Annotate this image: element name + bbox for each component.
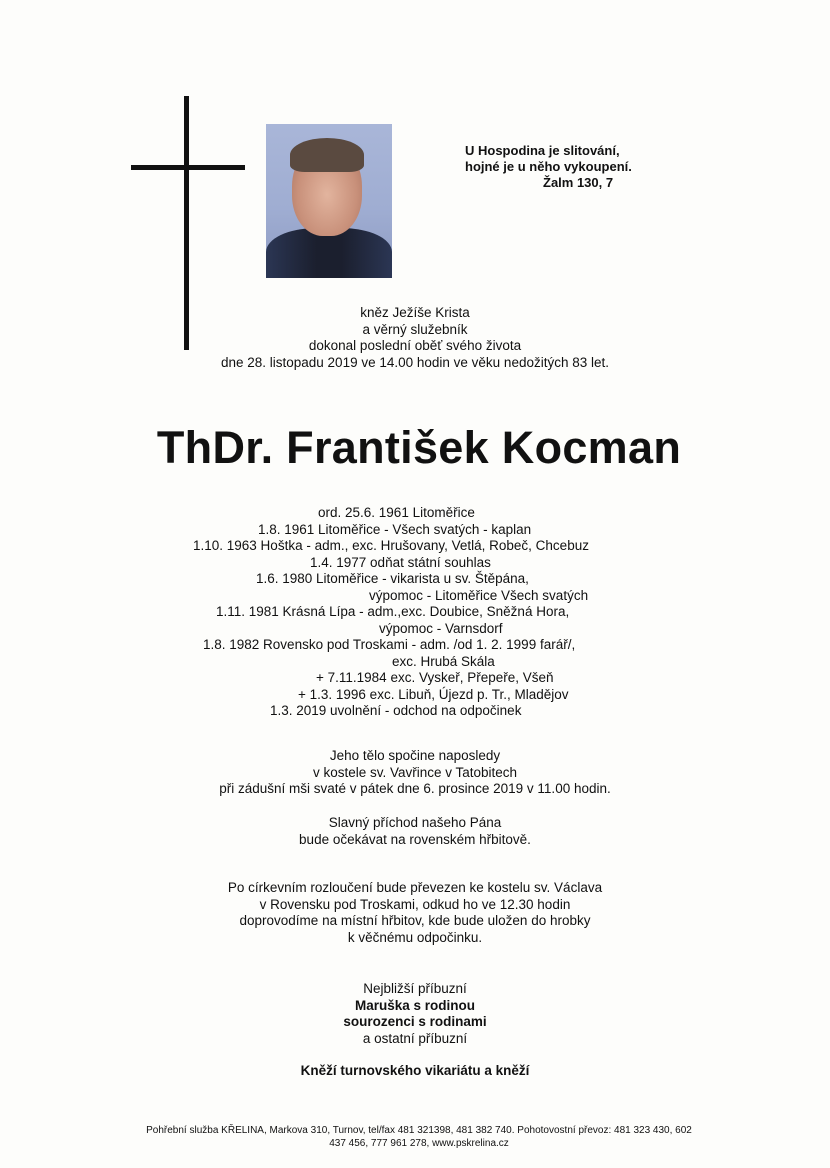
career-line: exc. Hrubá Skála (392, 653, 495, 669)
intro-text (0, 305, 830, 371)
career-line: ord. 25.6. 1961 Litoměřice (318, 505, 475, 520)
photo-hair (290, 138, 364, 172)
farewell-line: k věčnému odpočinku. (347, 929, 483, 945)
farewell-text (0, 880, 830, 946)
farewell-line: v Rovensku pod Troskami, odkud ho ve 12.30 hodin (259, 896, 571, 912)
burial-line: při zádušní mši svaté v pátek dne 6. prosince 2019 v 11.00 hodin. (219, 781, 611, 796)
career-line: 1.4. 1977 odňat státní souhlas (310, 554, 491, 570)
quote-line-1: U Hospodina je slitování, (465, 143, 620, 158)
intro-line: kněz Ježíše Krista (360, 305, 470, 320)
career-line: 1.8. 1961 Litoměřice - Všech svatých - kaplan (258, 521, 532, 537)
footer-line: Pohřební služba KŘELINA, Markova 310, Turnov, tel/fax 481 321398, 481 382 740. Pohotovostní převoz: 481 323 430, 602 (146, 1125, 692, 1136)
career-line: 1.8. 1982 Rovensko pod Troskami - adm. /od 1. 2. 1999 farář/, (203, 637, 576, 652)
career-line: + 7.11.1984 exc. Vyskeř, Přepeře, Všeň (316, 670, 554, 685)
career-line: + 1.3. 1996 exc. Libuň, Újezd p. Tr., Mladějov (298, 686, 569, 702)
coming-line: Slavný příchod našeho Pána (328, 815, 502, 830)
burial-line: Jeho tělo spočine naposledy (329, 748, 501, 763)
farewell-line: Po církevním rozloučení bude převezen ke kostelu sv. Václava (227, 880, 603, 895)
intro-line: dne 28. listopadu 2019 ve 14.00 hodin ve věku nedožitých 83 let. (220, 354, 610, 370)
family-line: a ostatní příbuzní (362, 1030, 468, 1046)
intro-line: a věrný služebník (362, 321, 468, 337)
quote-line-2: hojné je u něho vykoupení. (465, 159, 632, 174)
coming-text (0, 815, 830, 848)
career-line: 1.6. 1980 Litoměřice - vikarista u sv. Štěpána, (256, 571, 529, 586)
burial-text (0, 748, 830, 798)
career-line: výpomoc - Litoměřice Všech svatých (369, 587, 589, 603)
portrait-photo (266, 124, 392, 278)
deceased-name: ThDr. František Kocman (156, 422, 682, 473)
career-line: 1.11. 1981 Krásná Lípa - adm.,exc. Doubice, Sněžná Hora, (216, 604, 570, 619)
family-section (0, 981, 830, 1047)
farewell-line: doprovodíme na místní hřbitov, kde bude uložen do hrobky (239, 913, 591, 928)
coming-line: bude očekávat na rovenském hřbitově. (299, 831, 531, 847)
footer-line: 437 456, 777 961 278, www.pskrelina.cz (329, 1138, 509, 1149)
career-line: 1.3. 2019 uvolnění - odchod na odpočinek (270, 703, 522, 718)
career-line: 1.10. 1963 Hoštka - adm., exc. Hrušovany, Vetlá, Robeč, Chcebuz (193, 538, 589, 553)
psalm-quote (430, 143, 670, 191)
burial-line: v kostele sv. Vavřince v Tatobitech (312, 764, 518, 780)
family-line: sourozenci s rodinami (343, 1014, 487, 1029)
quote-source: Žalm 130, 7 (543, 175, 614, 190)
priests-line: Kněží turnovského vikariátu a kněží (300, 1063, 530, 1078)
cross-horizontal-bar (131, 165, 245, 170)
family-heading: Nejbližší příbuzní (363, 981, 467, 996)
funeral-service-footer (0, 1124, 830, 1150)
family-line: Maruška s rodinou (354, 997, 476, 1013)
career-line: výpomoc - Varnsdorf (379, 620, 503, 636)
intro-line: dokonal poslední oběť svého života (308, 338, 522, 353)
